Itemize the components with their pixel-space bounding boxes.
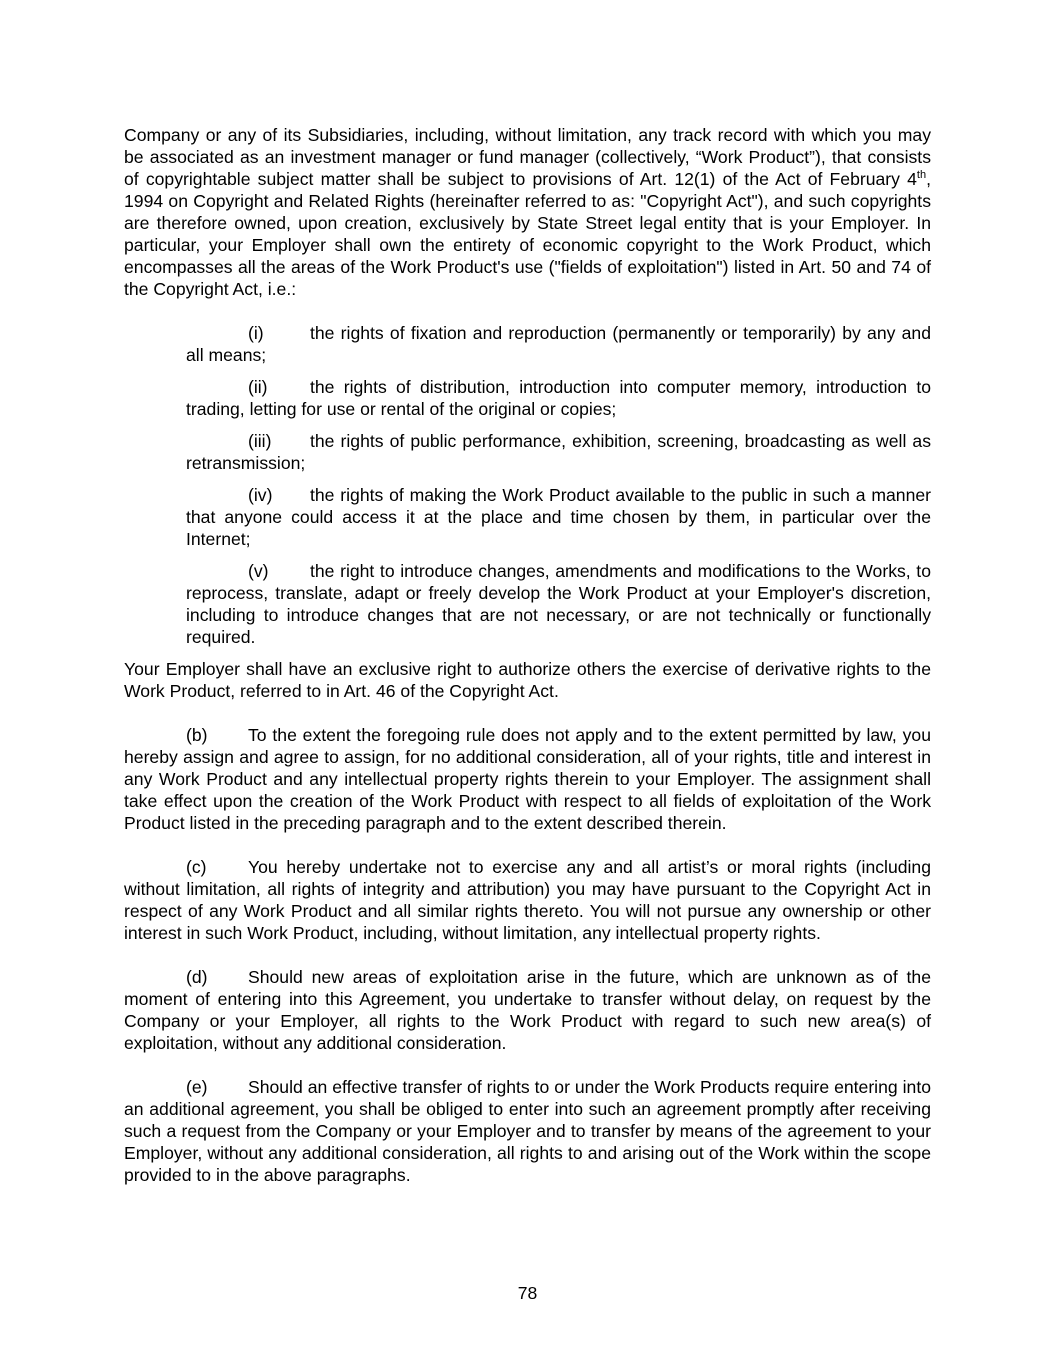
list-item-number: (iii) (248, 431, 272, 451)
list-item (186, 322, 931, 366)
intro-text-start: Company or any of its Subsidiaries, including, without limitation, any track record with which you may be associated as an investment manager or fund manager (collectively, “Work Product”), that consists of copyrightable subject matter shall be subject to provisions of Art. 12(1) of the Act of February 4 (124, 125, 931, 189)
list-item (186, 560, 931, 648)
list-item-number: (ii) (248, 377, 268, 397)
list-item-text: the right to introduce changes, amendments and modifications to the Works, to reprocess, translate, adapt or freely develop the Work Product at your Employer's discretion, including to introduce changes that are not necessary, or are not technically or functionally required. (186, 561, 931, 647)
clause-paragraph (124, 966, 931, 1054)
clause-text: To the extent the foregoing rule does not apply and to the extent permitted by law, you hereby assign and agree to assign, for no additional consideration, all of your rights, title and interest in any Work Product and any intellectual property rights therein to your Employer. The assignment shall take effect upon the creation of the Work Product with respect to all fields of exploitation of the Work Product listed in the preceding paragraph and to the extent described therein. (124, 725, 931, 833)
clause-paragraph (124, 856, 931, 944)
clause-paragraph (124, 724, 931, 834)
clause-number: (b) (186, 725, 208, 745)
list-item (186, 430, 931, 474)
clause-number: (c) (186, 857, 207, 877)
clause-paragraph (124, 1076, 931, 1186)
list-item-number: (v) (248, 561, 269, 581)
list-item (186, 484, 931, 550)
list-item-text: the rights of distribution, introduction into computer memory, introduction to trading, letting for use or rental of the original or copies; (186, 377, 931, 419)
intro-paragraph (124, 124, 931, 300)
list-item-text: the rights of fixation and reproduction (permanently or temporarily) by any and all means; (186, 323, 931, 365)
clause-text: Should an effective transfer of rights to or under the Work Products require entering into an additional agreement, you shall be obliged to enter into such an agreement promptly after receiving such a request from the Company or your Employer and to transfer by means of the agreement to your Employer, without any additional consideration, all rights to and arising out of the Work within the scope provided to in the above paragraphs. (124, 1077, 931, 1185)
after-list-paragraph: Your Employer shall have an exclusive right to authorize others the exercise of derivative rights to the Work Product, referred to in Art. 46 of the Copyright Act. (124, 659, 931, 701)
clause-number: (e) (186, 1077, 208, 1097)
intro-superscript: th (916, 169, 927, 182)
clause-text: You hereby undertake not to exercise any and all artist’s or moral rights (including without limitation, all rights of integrity and attribution) you may have pursuant to the Copyright Act in respect of any Work Product and all similar rights thereto. You will not pursue any ownership or other interest in such Work Product, including, without limitation, any intellectual property rights. (124, 857, 931, 943)
intro-text-end: , 1994 on Copyright and Related Rights (hereinafter referred to as: "Copyright Act"), and such copyrights are therefore owned, upon creation, exclusively by State Street legal entity that is your Employer. In particular, your Employer shall own the entirety of economic copyright to the Work Product, which encompasses all the areas of the Work Product's use ("fields of exploitation") listed in Art. 50 and 74 of the Copyright Act, i.e.: (124, 169, 931, 299)
document-page (124, 124, 931, 1208)
list-item-text: the rights of public performance, exhibition, screening, broadcasting as well as retransmission; (186, 431, 931, 473)
list-item-text: the rights of making the Work Product available to the public in such a manner that anyone could access it at the place and time chosen by them, in particular over the Internet; (186, 485, 931, 549)
page-number: 78 (517, 1283, 538, 1303)
clause-text: Should new areas of exploitation arise in the future, which are unknown as of the moment of entering into this Agreement, you undertake to transfer without delay, on request by the Company or your Employer, all rights to the Work Product with regard to such new area(s) of exploitation, without any additional consideration. (124, 967, 931, 1053)
list-item (186, 376, 931, 420)
list-item-number: (iv) (248, 485, 273, 505)
clause-number: (d) (186, 967, 208, 987)
list-item-number: (i) (248, 323, 264, 343)
